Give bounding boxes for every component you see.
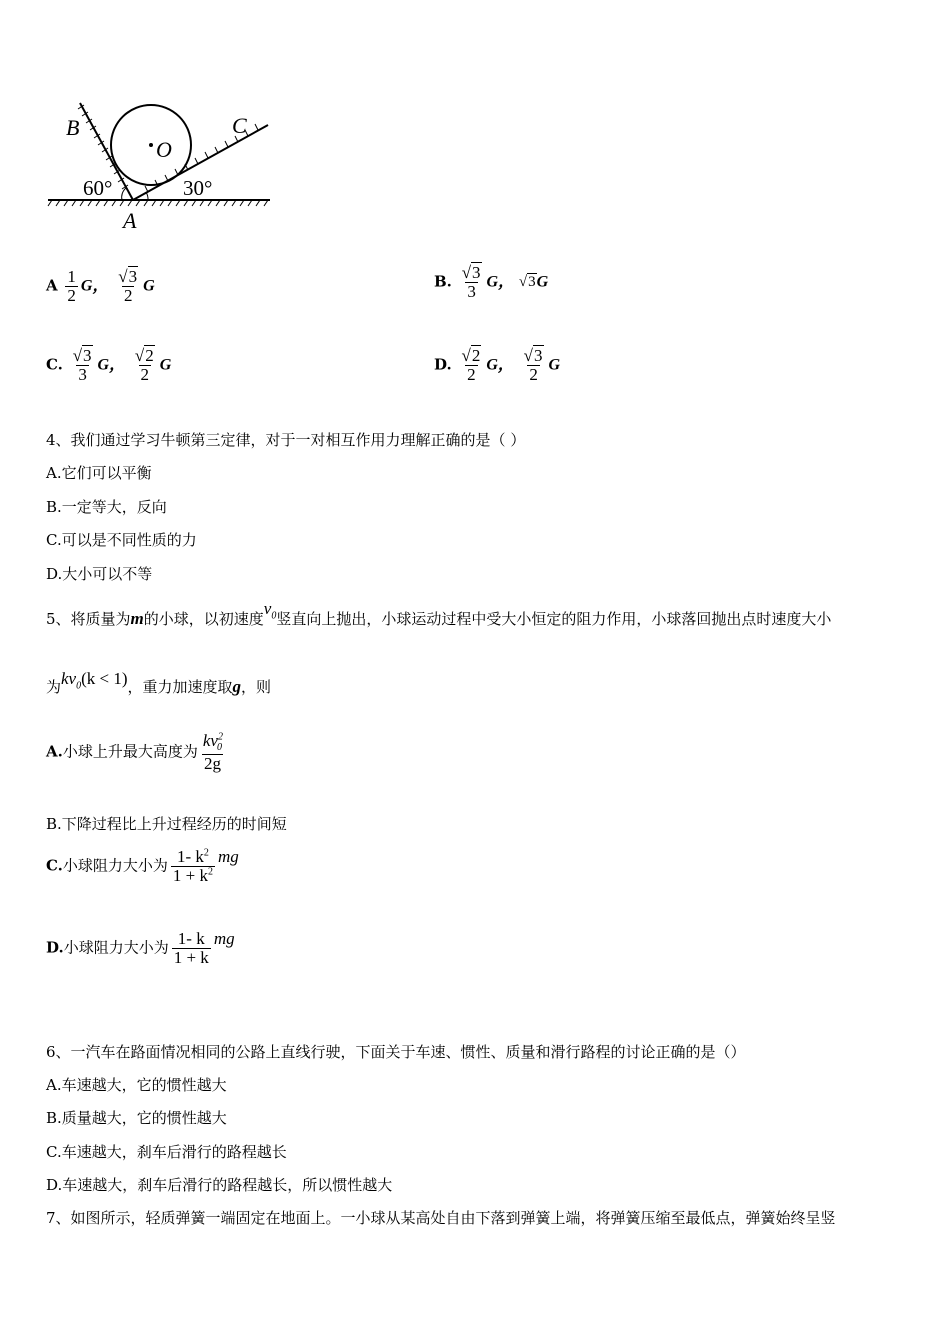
q3-option-d[interactable]: D. $\frac{√2}{2}$ G， $\frac{√3}{2}$ G [434,346,561,384]
angle-30: 30° [183,176,213,200]
fraction: $\frac{√3}{2}$ [523,346,543,384]
q6-option-b[interactable]: B.质量越大，它的惯性越大 [46,1109,227,1127]
incline-figure [40,95,280,235]
fraction: $\frac{1}{2}$ [67,267,76,305]
fraction: $\frac{kv^2_0}{2g}$ [202,731,223,773]
q5-stem-line1: 5、将质量为m的小球，以初速度$v_0$竖直向上抛出，小球运动过程中受大小恒定的阻力作用，小球落回抛出点时速度大小 [46,599,832,628]
label-O: O [156,137,172,162]
q6-stem: 6、一汽车在路面情况相同的公路上直线行驶，下面关于车速、惯性、质量和滑行路程的讨论正确的是（） [46,1043,746,1061]
q5-option-d[interactable]: D.小球阻力大小为 $\frac{1- k}{1 + k}$ mg [46,929,235,967]
fraction: $\frac{1- k}{1 + k}$ [173,929,209,967]
angle-60: 60° [83,176,113,200]
angle-arc-left [122,188,126,200]
center-dot [149,143,153,147]
q5-stem-line2: 为$kv_0(k < 1)$，重力加速度取g，则 [46,669,272,696]
label-B: B [66,115,80,140]
q6-option-a[interactable]: A.车速越大，它的惯性越大 [46,1076,227,1094]
fraction: $\frac{√3}{3}$ [72,346,92,384]
fraction: $\frac{√3}{3}$ [461,263,481,301]
q3-option-c[interactable]: C. $\frac{√3}{3}$ G， $\frac{√2}{2}$ G [46,346,172,384]
q4-option-b[interactable]: B.一定等大，反向 [46,498,167,516]
q7-stem: 7、如图所示，轻质弹簧一端固定在地面上。一小球从某高处自由下落到弹簧上端，将弹簧压缩至最低点，弹簧始终呈竖 [46,1209,836,1227]
fraction: $\frac{√2}{2}$ [461,346,481,384]
label-C: C [232,113,247,138]
fraction: $\frac{√2}{2}$ [134,346,154,384]
q4-stem: 4、我们通过学习牛顿第三定律，对于一对相互作用力理解正确的是（ ） [46,431,526,449]
angle-arc-right [146,192,148,200]
fraction: $\frac{1- k^2}{1 + k^2}$ [172,847,214,885]
q5-option-b[interactable]: B.下降过程比上升过程经历的时间短 [46,815,287,833]
q5-option-c[interactable]: C.小球阻力大小为 $\frac{1- k^2}{1 + k^2}$ mg [46,847,239,885]
q4-option-a[interactable]: A.它们可以平衡 [46,464,152,482]
q4-option-d[interactable]: D.大小可以不等 [46,565,153,583]
fraction: $\frac{√3}{2}$ [118,267,138,305]
q6-option-c[interactable]: C.车速越大，刹车后滑行的路程越长 [46,1143,287,1161]
sqrt-value: √3 [518,274,536,291]
q6-option-d[interactable]: D.车速越大，刹车后滑行的路程越长，所以惯性越大 [46,1176,393,1194]
q5-option-a[interactable]: A.小球上升最大高度为 $\frac{kv^2_0}{2g}$ [46,731,223,773]
q4-option-c[interactable]: C.可以是不同性质的力 [46,531,197,549]
label-A: A [123,208,137,233]
q3-option-a[interactable]: A $\frac{1}{2}$ G， $\frac{√3}{2}$ G [46,267,155,305]
q3-option-b[interactable]: B. $\frac{√3}{3}$ G， √3G [434,263,549,301]
